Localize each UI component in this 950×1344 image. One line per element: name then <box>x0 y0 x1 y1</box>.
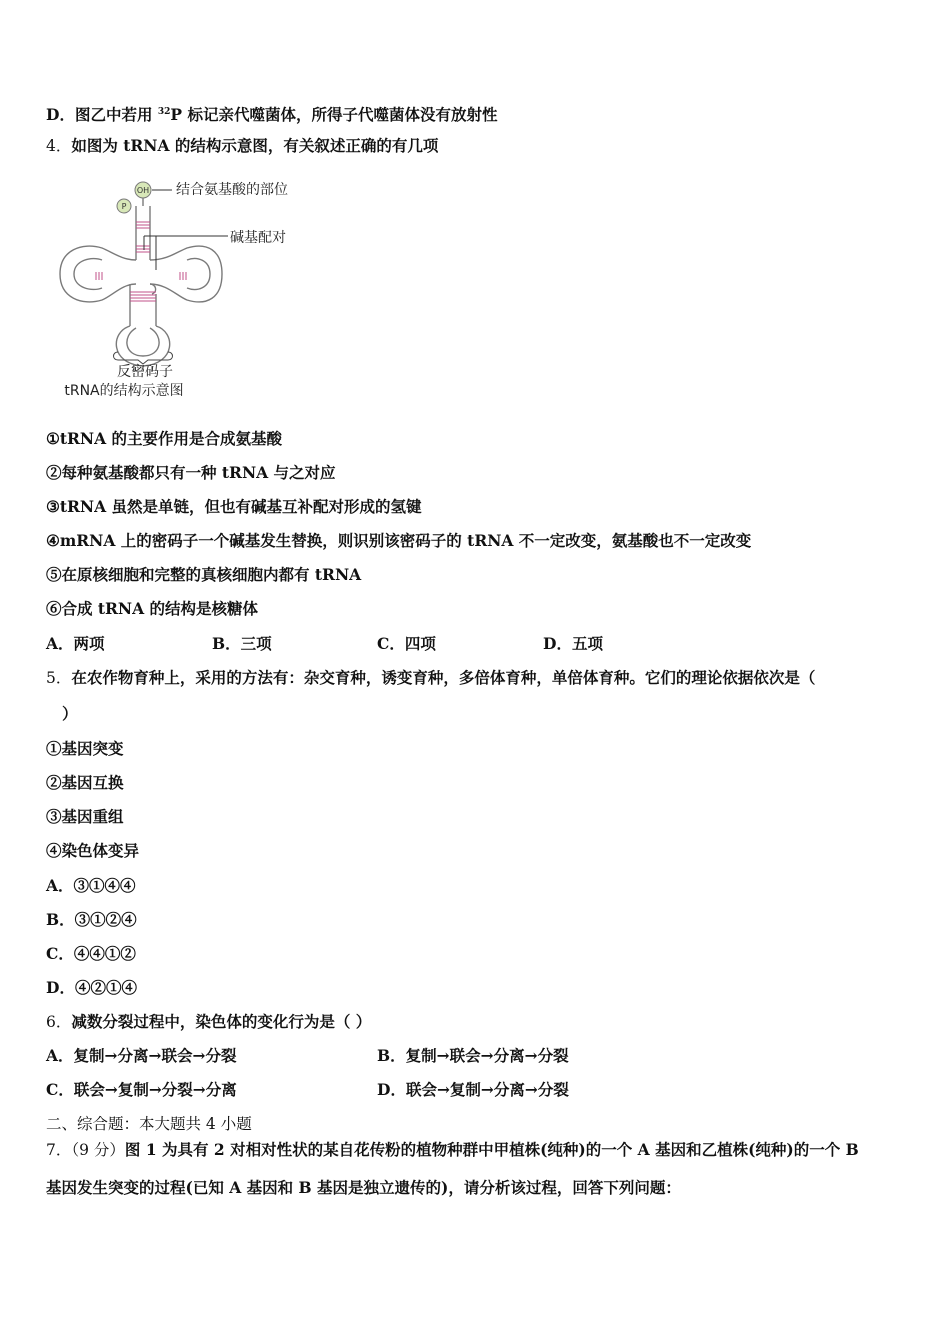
q5-option-c: C．④④①② <box>46 944 136 963</box>
q5-option-a: A．③①④④ <box>46 876 136 895</box>
q6-option-a: A．复制→分离→联会→分裂 <box>46 1046 237 1065</box>
q6-option-c: C．联会→复制→分裂→分离 <box>46 1080 237 1099</box>
q3-option-d: D．图乙中若用 $^{32}$P 标记亲代噬菌体，所得子代噬菌体没有放射性 <box>46 105 498 125</box>
q4-statement-4: ④mRNA 上的密码子一个碱基发生替换，则识别该密码子的 tRNA 不一定改变，氨基酸也不一定改变 <box>46 531 752 550</box>
q5-stem: 5．在农作物育种上，采用的方法有：杂交育种，诱变育种，多倍体育种，单倍体育种。它们的理论依据依次是（ <box>46 668 816 687</box>
anticodon-label: 反密码子 <box>117 364 173 380</box>
q5-item-1: ①基因突变 <box>46 739 124 758</box>
q4-option-c: C．四项 <box>377 634 436 653</box>
q4-statement-2: ②每种氨基酸都只有一种 tRNA 与之对应 <box>46 463 336 482</box>
q6-stem: 6．减数分裂过程中，染色体的变化行为是（ ） <box>46 1012 372 1031</box>
q4-statement-6: ⑥合成 tRNA 的结构是核糖体 <box>46 599 259 618</box>
p-node-label: P <box>121 202 127 211</box>
q4-option-b: B．三项 <box>212 634 272 653</box>
trna-structure-diagram <box>52 176 312 402</box>
q5-item-2: ②基因互换 <box>46 773 124 792</box>
q4-statement-3: ③tRNA 虽然是单链，但也有碱基互补配对形成的氢键 <box>46 497 422 516</box>
q5-option-d: D．④②①④ <box>46 978 137 997</box>
q7-stem-line2: 基因发生突变的过程(已知 A 基因和 B 基因是独立遗传的)，请分析该过程，回答下列问题： <box>46 1178 681 1197</box>
figure-caption: tRNA的结构示意图 <box>64 383 184 399</box>
oh-node-label: OH <box>136 186 150 195</box>
q7-stem-line1: 7．（9 分）图 1 为具有 2 对相对性状的某自花传粉的植物种群中甲植株(纯种)的一个 A 基因和乙植株(纯种)的一个 B <box>46 1140 859 1159</box>
q5-item-4: ④染色体变异 <box>46 841 140 860</box>
q4-statement-1: ①tRNA 的主要作用是合成氨基酸 <box>46 429 283 448</box>
amino-acid-site-label: 结合氨基酸的部位 <box>176 182 288 198</box>
q4-option-d: D．五项 <box>543 634 603 653</box>
q4-statement-5: ⑤在原核细胞和完整的真核细胞内都有 tRNA <box>46 565 362 584</box>
q4-option-a: A．两项 <box>46 634 105 653</box>
base-pairing-label: 碱基配对 <box>230 230 286 246</box>
q6-option-d: D．联会→复制→分离→分裂 <box>377 1080 569 1099</box>
section-2-title: 二、综合题：本大题共 4 小题 <box>46 1115 252 1133</box>
q5-option-b: B．③①②④ <box>46 910 137 929</box>
q5-item-3: ③基因重组 <box>46 807 124 826</box>
q4-stem: 4．如图为 tRNA 的结构示意图，有关叙述正确的有几项 <box>46 136 439 155</box>
q5-stem-cont: ） <box>62 704 78 723</box>
q6-option-b: B．复制→联会→分离→分裂 <box>377 1046 569 1065</box>
